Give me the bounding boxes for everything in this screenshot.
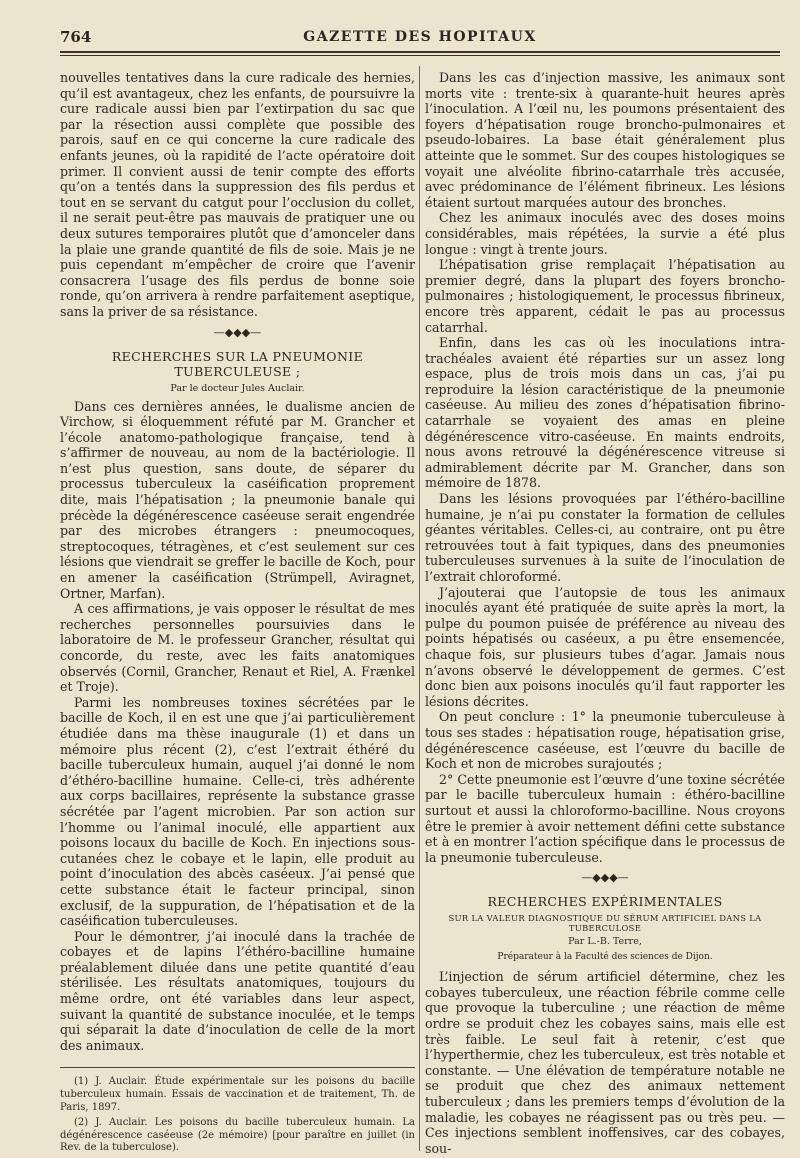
serum-author: Par L.-B. Terre, <box>568 936 642 948</box>
right-column <box>425 70 785 1156</box>
paragraph: Dans les lésions provoquées par l’éthéro-bacilline humaine, je n’ai pu constater la formation de cellules géantes véritables. Celles-ci, au contraire, ont pu être retrouvées tout à fait typiques, dans des pneumonies tuberculeuses survenues à la suite de l’inoculation de l’extrait chloroformé. <box>425 491 785 584</box>
paragraph: On peut conclure : 1° la pneumonie tuberculeuse à tous ses stades : hépatisation rouge, hépatisation grise, dégénérescence caséeuse, est l’œuvre du bacille de Koch et non de microbes surajoutés ; <box>425 709 785 772</box>
pneumonia-section-title: RECHERCHES SUR LA PNEUMONIE TUBERCULEUSE ; <box>111 348 364 379</box>
paragraph: Dans les cas d’injection massive, les animaux sont morts vite : trente-six à quarante-huit heures après l’inoculation. A l’œil nu, les poumons présentaient des foyers d’hépatisation rouge broncho-pulmonaires et pseudo-lobaires. La base était généralement plus atteinte que le sommet. Sur des coupes histologiques se voyait une alvéolite fibrino-catarrhale très accusée, avec prédominance de l’élément fibrineux. Les lésions étaient surtout marquées autour des bronches. <box>425 70 785 210</box>
header-rule-thin <box>60 55 780 56</box>
paragraph: Pour le démontrer, j’ai inoculé dans la trachée de cobayes et de lapins l’éthéro-bacilline humaine préalablement diluée dans une petite quantité d’eau stérilisée. Les résultats anatomiques, toujours du même ordre, ont été variables dans leur aspect, suivant la quantité de substance inoculée, et le temps qui séparait la date d’inoculation de celle de la mort des animaux. <box>60 928 415 1053</box>
serum-section-title: RECHERCHES EXPÉRIMENTALES <box>487 894 723 910</box>
left-column <box>60 70 415 1158</box>
paragraph: J’ajouterai que l’autopsie de tous les animaux inoculés ayant été pratiquée de suite après la mort, la pulpe du poumon puisée de préférence au niveau des points hépatisés ou caséeux, a pu être ensemencée, chaque fois, sur plusieurs tubes d’agar. Jamais nous n’avons observé le développement de germes. C’est donc bien aux poisons inoculés qu’il faut rapporter les lésions décrites. <box>425 584 785 709</box>
column-divider <box>419 66 420 1151</box>
paragraph: Parmi les nombreuses toxines sécrétées par le bacille de Koch, il en est une que j’ai particulièrement étudiée dans ma thèse inaugurale (1) et dans un mémoire plus récent (2), c’est l’extrait éthéré du bacille tuberculeux humain, auquel j’ai donné le nom d’éthéro-bacilline humaine. Celle-ci, très adhérente aux corps bacillaires, représente la substance grasse sécrétée par l’agent microbien. Par son action sur l’homme ou l’animal inoculé, elle appartient aux poisons locaux du bacille de Koch. En injections sous-cutanées chez le cobaye et le lapin, elle produit au point d’inoculation des abcès caséeux. J’ai pensé que cette substance était le facteur principal, sinon exclusif, de la suppuration, de l’hépatisation et de la caséification tuberculeuses. <box>60 694 415 929</box>
serum-section-subtitle: SUR LA VALEUR DIAGNOSTIQUE DU SÉRUM ARTIFICIEL DANS LA TUBERCULOSE <box>448 913 762 934</box>
hernia-article-end: nouvelles tentatives dans la cure radicale des hernies, qu’il est avantageux, chez les enfants, de poursuivre la cure radicale aussi bien par l’extirpation du sac que par la résection aussi complète que possible des parois, sauf en ce qui concerne la cure radicale des enfants jeunes, où la rapidité de l’acte opératoire doit primer. Il convient aussi de tenir compte des efforts qu’on a tentés dans la suppression des fils perdus et tout en se servant du catgut pour l’occlusion du collet, il ne serait peut-être pas mauvais de pratiquer une ou deux sutures temporaires plutôt que d’amonceler dans la plaie une grande quantité de fils de soie. Mais je ne puis cependant m’empêcher de croire que l’avenir consacrera l’usage des fils perdus de bonne soie ronde, qu’on arrivera à rendre parfaitement aseptique, sans la priver de sa résistance. <box>60 70 415 319</box>
paragraph: Chez les animaux inoculés avec des doses moins considérables, mais répétées, la survie a été plus longue : vingt à trente jours. <box>425 210 785 257</box>
journal-title: GAZETTE DES HOPITAUX <box>303 29 537 45</box>
page-header <box>60 28 780 48</box>
page-number: 764 <box>60 28 92 46</box>
paragraph: Dans ces dernières années, le dualisme ancien de Virchow, si éloquemment réfuté par M. Grancher et l’école anatomo-pathologique française, tend à s’affirmer de nouveau, au nom de la bactériologie. Il n’est plus question, sans doute, de séparer du processus tuberculeux la caséification proprement dite, mais l’hépatisation ; la pneumonie banale qui précède la dégénérescence caséeuse serait engendrée par des microbes étrangers : pneumocoques, streptocoques, tétragènes, et c’est seulement sur ces lésions que viendrait se greffer le bacille de Koch, pour en amener la caséification (Strümpell, Aviragnet, Ortner, Marfan). <box>60 398 415 601</box>
paragraph: L’injection de sérum artificiel détermine, chez les cobayes tuberculeux, une réaction fébrile comme celle que provoque la tuberculine ; une réaction de même ordre se produit chez les cobayes sains, mais elle est très faible. Le seul fait à retenir, c’est que l’hyperthermie, chez les tuberculeux, est très notable et constante. — Une élévation de température notable ne se produit que chez des animaux nettement tuberculeux ; dans les premiers temps d’évolution de la maladie, les cobayes ne réagissent pas ou très peu. — Ces injections semblent inoffensives, car des cobayes, sou- <box>425 969 785 1156</box>
section-ornament: —◆◆◆— <box>213 325 262 339</box>
section-ornament: —◆◆◆— <box>581 871 629 885</box>
pneumonia-author: Par le docteur Jules Auclair. <box>170 382 305 394</box>
paragraph: Enfin, dans les cas où les inoculations intra-trachéales avaient été réparties sur un assez long espace, plus de trois mois dans un cas, j’ai pu reproduire la lésion caractéristique de la pneumonie caséeuse. Au milieu des zones d’hépatisation fibrino-catarrhale se voyaient des amas en pleine dégénérescence vitro-caséeuse. En maints endroits, nous avons retrouvé la dégénérescence vitreuse si admirablement décrite par M. Grancher, dans son mémoire de 1878. <box>425 335 785 491</box>
paragraph: 2° Cette pneumonie est l’œuvre d’une toxine sécrétée par le bacille tuberculeux humain : éthéro-bacilline surtout et aussi la chloroformo-bacilline. Nous croyons être le premier à avoir nettement défini cette substance et à en montrer l’action spécifique dans le processus de la pneumonie tuberculeuse. <box>425 771 785 865</box>
footnote: (2) J. Auclair. Les poisons du bacille tuberculeux humain. La dégénérescence caséeuse (2e mémoire) [pour paraître en juillet (in Rev. de la tuberculose). <box>60 1117 415 1154</box>
header-rule <box>60 51 780 53</box>
footnote: (1) J. Auclair. Étude expérimentale sur les poisons du bacille tuberculeux humain. Essais de vaccination et de traitement, Th. de Paris, 1897. <box>60 1076 415 1113</box>
footnote-rule <box>60 1067 415 1068</box>
paragraph: L’hépatisation grise remplaçait l’hépatisation au premier degré, dans la plupart des foyers broncho-pulmonaires ; histologiquement, le processus fibrineux, encore très apparent, cédait le pas au processus catarrhal. <box>425 257 785 335</box>
paragraph: A ces affirmations, je vais opposer le résultat de mes recherches personnelles poursuivies dans le laboratoire de M. le professeur Grancher, résultat qui concorde, du reste, avec les faits anatomiques observés (Cornil, Grancher, Renaut et Riel, A. Frænkel et Troje). <box>60 601 415 695</box>
serum-author-role: Préparateur à la Faculté des sciences de Dijon. <box>497 952 713 963</box>
